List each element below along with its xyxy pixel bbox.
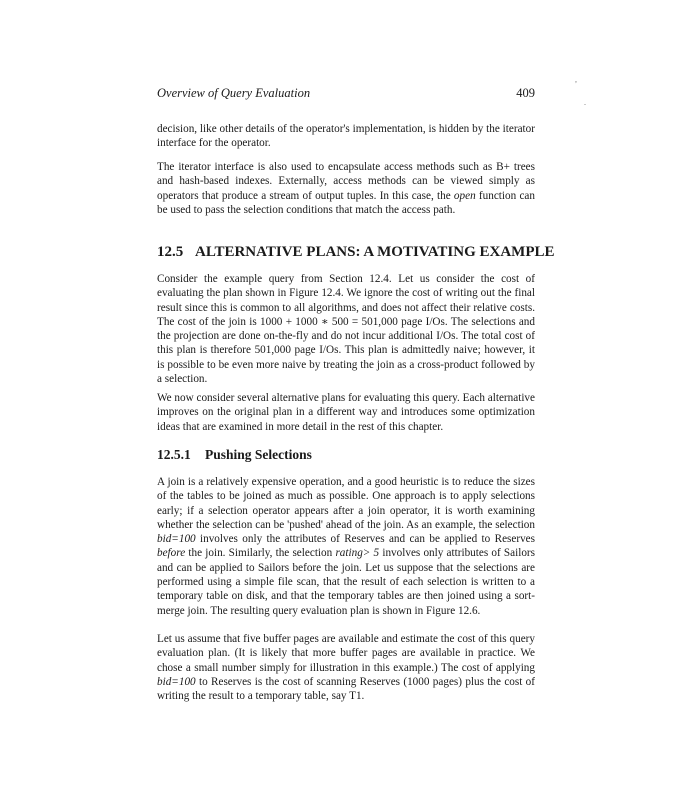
paragraph-text: involves only the attributes of Reserves and can be applied to Reserves [195,533,535,546]
emphasis-bid: bid=100 [157,533,196,546]
subsection-title: Pushing Selections [205,447,312,462]
emphasis-open: open [453,189,476,202]
paragraph-text: involves only attributes of Sailors and can be applied to Sailors before the join. Let us suppose that the selections are performed using a simple file scan, that the result of each selection is written to a temporary table on disk, and that the temporary tables are then joined using a sort-merge join. The resulting query evaluation plan is shown in Figure 12.6. [157,547,536,617]
running-title: Overview of Query Evaluation [157,86,311,100]
paragraph-buffer-pages [157,632,535,703]
section-number: 12.5 [157,244,184,260]
scan-speck: . [584,98,586,107]
emphasis-bid: bid=100 [157,675,196,688]
paragraph-text: We now consider several alternative plans for evaluating this query. Each alternative improves on the original plan in a different way and introduces some optimization ideas that are examined in more detail in the rest of this chapter. [157,392,535,433]
paragraph-text: The iterator interface is also used to encapsulate access methods such as B+ trees and hash-based indexes. Externally, access methods can be viewed simply as operators that produce a stream of output tuples. In this case, the [157,161,535,202]
section-title: ALTERNATIVE PLANS: A MOTIVATING EXAMPLE [195,244,555,260]
paragraph-example-cost [157,272,535,386]
page-number: 409 [516,86,535,100]
paragraph-text: the join. Similarly, the selection [185,547,336,560]
running-header [157,86,535,104]
paragraph-text: function can be used to pass the selection conditions that match the access path. [157,189,535,216]
subsection-number: 12.5.1 [157,447,191,462]
emphasis-before: before [157,547,186,560]
emphasis-rating: rating> 5 [335,547,380,560]
paragraph-text: to Reserves is the cost of scanning Reserves (1000 pages) plus the cost of writing the result to a temporary table, say T1. [157,675,535,703]
subsection-heading [157,446,535,463]
paragraph-text: Let us assume that five buffer pages are available and estimate the cost of this query evaluation plan. (It is likely that more buffer pages are available in practice. We chose a small number simply for illustration in this example.) The cost of applying [157,633,535,674]
scan-speck: , [575,75,577,84]
paragraph-iterator-interface [157,160,535,217]
paragraph-text: Consider the example query from Section 12.4. Let us consider the cost of evaluating the plan shown in Figure 12.4. We ignore the cost of writing out the final result since this is common to all algorithms, and does not affect their relative costs. The cost of the join is 1000 + 1000 ∗ 500 = 501,000 page I/Os. The selections and the projection are done on-the-fly and do not incur additional I/Os. The total cost of this plan is therefore 501,000 page I/Os. This plan is admittedly naive; however, it is possible to be even more naive by treating the join as a cross-product followed by a selection. [157,273,535,386]
paragraph-text: decision, like other details of the operator's implementation, is hidden by the iterator interface for the operator. [157,123,535,150]
paragraph-continued [157,122,535,151]
paragraph-text: A join is a relatively expensive operation, and a good heuristic is to reduce the sizes of the tables to be joined as much as possible. One approach is to apply selections early; if a selection operator appears after a join operator, it is worth examining whether the selection can be 'pushed' ahead of the join. As an example, the selection [157,476,535,531]
paragraph-alternative-plans [157,391,535,434]
section-heading [157,243,555,261]
paragraph-pushing-selections [157,475,535,618]
